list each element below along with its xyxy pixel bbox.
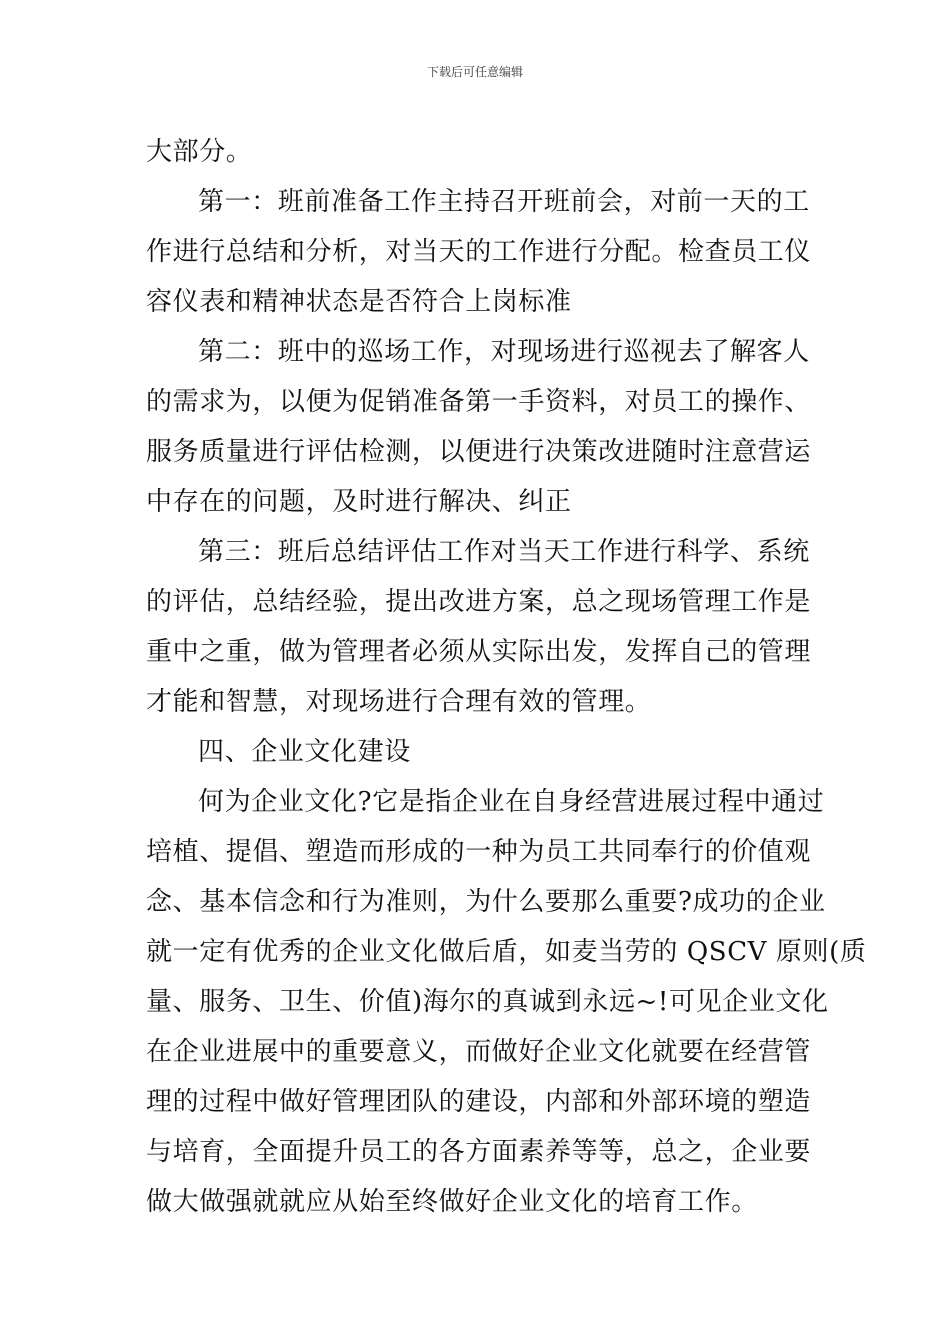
section-heading: 四、企业文化建设 xyxy=(198,737,411,767)
text-line: 就一定有优秀的企业文化做后盾，如麦当劳的 QSCV 原则(质 xyxy=(146,937,867,967)
text-line: 才能和智慧，对现场进行合理有效的管理。 xyxy=(146,687,652,717)
text-line: 容仪表和精神状态是否符合上岗标准 xyxy=(146,287,572,317)
text-line: 第二：班中的巡场工作，对现场进行巡视去了解客人 xyxy=(198,337,810,367)
text-line: 服务质量进行评估检测，以便进行决策改进随时注意营运 xyxy=(146,437,812,467)
text-line: 理的过程中做好管理团队的建设，内部和外部环境的塑造 xyxy=(146,1087,812,1117)
text-line: 的评估，总结经验，提出改进方案，总之现场管理工作是 xyxy=(146,587,812,617)
text-line: 的需求为，以便为促销准备第一手资料，对员工的操作、 xyxy=(146,387,812,417)
page-header: 下载后可任意编辑 xyxy=(426,65,523,79)
text-line: 与培育，全面提升员工的各方面素养等等，总之，企业要 xyxy=(146,1137,812,1167)
text-line: 第三：班后总结评估工作对当天工作进行科学、系统 xyxy=(198,537,810,567)
text-line: 重中之重，做为管理者必须从实际出发，发挥自己的管理 xyxy=(146,637,812,667)
text-line: 大部分。 xyxy=(146,137,253,167)
text-line: 量、服务、卫生、价值)海尔的真诚到永远~!可见企业文化 xyxy=(146,987,829,1017)
text-line: 作进行总结和分析，对当天的工作进行分配。检查员工仪 xyxy=(146,237,812,267)
document-body xyxy=(146,127,867,1227)
text-line: 做大做强就就应从始至终做好企业文化的培育工作。 xyxy=(146,1187,758,1217)
text-line: 中存在的问题，及时进行解决、纠正 xyxy=(146,487,572,517)
text-line: 何为企业文化?它是指企业在自身经营进展过程中通过 xyxy=(198,787,825,817)
text-line: 培植、提倡、塑造而形成的一种为员工共同奉行的价值观 xyxy=(146,837,812,867)
text-line: 第一：班前准备工作主持召开班前会，对前一天的工 xyxy=(198,187,810,217)
text-line: 念、基本信念和行为准则，为什么要那么重要?成功的企业 xyxy=(146,887,826,917)
text-line: 在企业进展中的重要意义，而做好企业文化就要在经营管 xyxy=(146,1037,812,1067)
